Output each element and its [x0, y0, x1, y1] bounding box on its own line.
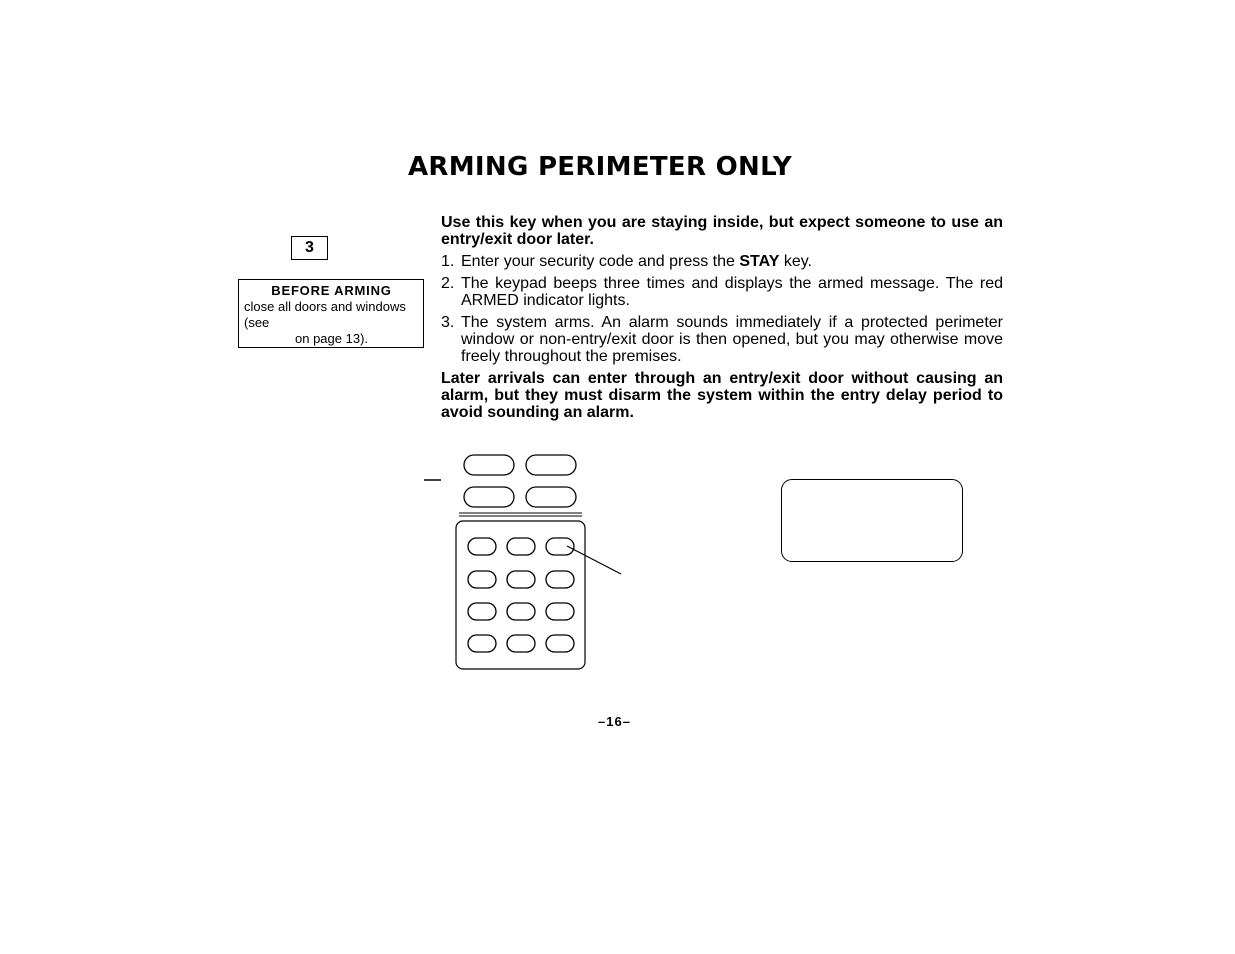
intro-paragraph: Use this key when you are staying inside, but expect someone to use an entry/exit door later.: [441, 214, 1003, 248]
before-arming-title: BEFORE ARMING: [271, 283, 392, 298]
number-key: [468, 538, 496, 555]
step-number: 2.: [441, 275, 455, 292]
step-item: [441, 275, 1003, 309]
before-arming-line1: close all doors and windows: [244, 299, 406, 314]
step-text: key.: [779, 253, 812, 270]
step-item: [441, 314, 1003, 365]
stay-key: [546, 538, 574, 555]
step-text: Enter your security code and press the: [461, 253, 740, 270]
number-key: [507, 538, 535, 555]
step-number: 1.: [441, 253, 455, 270]
number-key: [507, 603, 535, 620]
function-key: [526, 455, 576, 475]
outro-paragraph: Later arrivals can enter through an entry/exit door without causing an alarm, but they must disarm the system within the entry delay period to avoid sounding an alarm.: [441, 370, 1003, 421]
number-key: [468, 571, 496, 588]
steps-list: [441, 253, 1003, 365]
number-key: [507, 635, 535, 652]
before-arming-box: [238, 279, 424, 348]
number-key: [546, 635, 574, 652]
function-key: [464, 455, 514, 475]
main-text: [441, 214, 1003, 421]
display-panel-icon: [781, 479, 963, 562]
step-item: [441, 253, 1003, 270]
page-number: –16–: [598, 714, 631, 729]
key-number-badge: 3: [291, 236, 328, 260]
number-key: [468, 603, 496, 620]
number-key: [546, 603, 574, 620]
page-title: ARMING PERIMETER ONLY: [408, 152, 793, 182]
before-arming-line3: on page 13).: [295, 331, 369, 346]
number-key: [546, 571, 574, 588]
number-key: [507, 571, 535, 588]
stay-key-label: STAY: [739, 253, 780, 270]
keypad-icon: [420, 450, 630, 675]
function-key: [464, 487, 514, 507]
step-text: The system arms. An alarm sounds immediately if a protected perimeter window or non-entry/exit door is then opened, but you may otherwise move freely throughout the premises.: [461, 314, 1003, 365]
step-number: 3.: [441, 314, 455, 331]
number-key: [468, 635, 496, 652]
function-key: [526, 487, 576, 507]
step-text: The keypad beeps three times and displays the armed message. The red ARMED indicator lights.: [461, 275, 1003, 309]
before-arming-line2: (see: [244, 315, 270, 330]
